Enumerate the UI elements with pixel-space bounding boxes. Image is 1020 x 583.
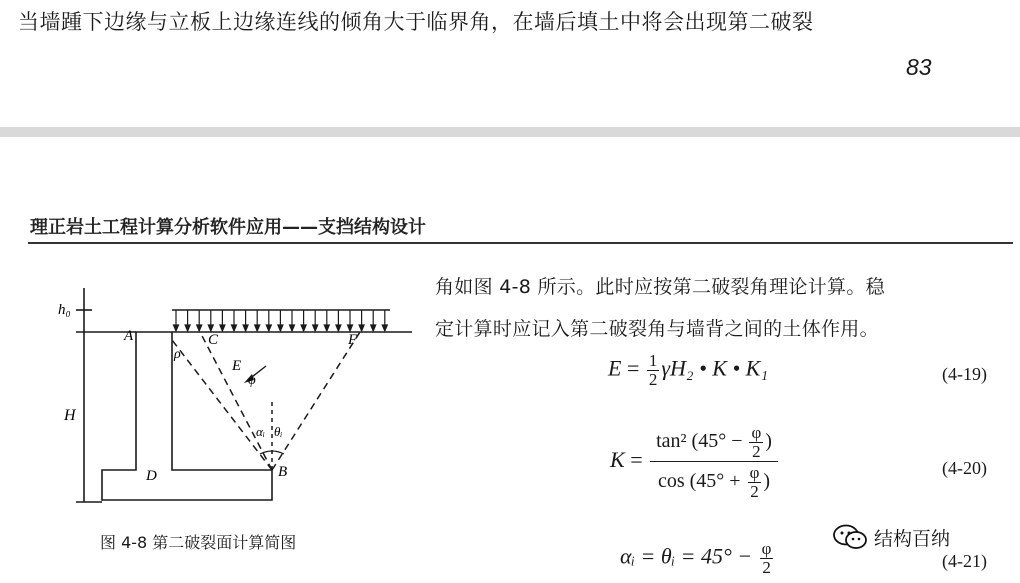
label-phi: φ <box>248 373 256 388</box>
running-head: 理正岩土工程计算分析软件应用——支挡结构设计 <box>30 217 426 238</box>
eq20-fraction <box>650 424 778 500</box>
figure-caption: 图 4-8 第二破裂面计算简图 <box>100 533 297 552</box>
equation-number-4-21: (4-21) <box>942 551 987 571</box>
label-A: A <box>124 328 134 344</box>
figure-4-8 <box>40 270 430 510</box>
load-arrowhead <box>232 325 237 331</box>
load-arrowhead <box>243 325 248 331</box>
equation-number-4-20: (4-20) <box>942 458 987 478</box>
page-number: 83 <box>906 54 932 80</box>
label-D: D <box>146 468 157 484</box>
previous-page-last-line: 当墙踵下边缘与立板上边缘连线的倾角大于临界角，在墙后填土中将会出现第二破裂 <box>18 10 814 34</box>
load-arrowhead <box>278 325 283 331</box>
load-arrowhead <box>220 325 225 331</box>
body-text-line-2: 定计算时应记入第二破裂角与墙背之间的土体作用。 <box>435 318 879 340</box>
eq20-den-text: cos (45° + <box>657 469 746 492</box>
label-E: E <box>232 358 242 374</box>
load-arrowhead <box>382 325 387 331</box>
label-B: B <box>278 464 288 480</box>
load-arrowhead <box>208 325 213 331</box>
eq21-two: 2 <box>762 557 771 577</box>
wall-heel-to-top-line <box>172 340 272 470</box>
eq19-denominator: 2 <box>648 369 658 389</box>
load-arrowhead <box>359 325 364 331</box>
label-F: F <box>348 332 358 348</box>
label-alpha: αᵢ <box>256 424 265 439</box>
page-separator <box>0 127 1020 137</box>
body-text-line-1: 角如图 4-8 所示。此时应按第二破裂角理论计算。稳 <box>435 276 885 298</box>
label-rho: ρ <box>174 347 181 362</box>
watermark-text: 结构百纳 <box>874 527 951 550</box>
label-h0: h₀ <box>58 302 71 318</box>
eq19-lhs: E <box>608 355 622 381</box>
eq20-num-phi-frac <box>749 424 763 461</box>
load-arrowhead <box>348 325 353 331</box>
eq20-den-phi-frac <box>748 464 762 501</box>
load-arrowhead <box>324 325 329 331</box>
eq20-num-close: ) <box>765 429 772 452</box>
load-arrowhead <box>185 325 190 331</box>
load-arrowhead <box>301 325 306 331</box>
load-arrowhead <box>174 325 179 331</box>
eq19-numerator: 1 <box>648 351 658 370</box>
load-arrowhead <box>290 325 295 331</box>
eq20-numerator <box>650 424 778 462</box>
eq21-phi: φ <box>761 539 772 558</box>
header-rule <box>28 242 1013 244</box>
load-arrowhead <box>255 325 260 331</box>
first-failure-plane <box>272 332 360 470</box>
eq20-num-phi: φ <box>751 423 762 442</box>
load-arrowhead <box>266 325 271 331</box>
second-failure-plane <box>200 332 272 470</box>
eq21-phi-frac <box>760 540 774 577</box>
load-arrowhead <box>197 325 202 331</box>
wechat-icon <box>832 523 868 551</box>
load-arrowhead <box>371 325 376 331</box>
equation-4-19: E = $\frac{1}{2}$ γH₂ • K • K₁ <box>608 351 768 389</box>
eq21-lhs: αᵢ = θᵢ = 45° − <box>620 543 758 569</box>
equation-4-21 <box>620 540 775 577</box>
eq20-den-phi: φ <box>749 462 760 482</box>
label-H: H <box>64 407 76 424</box>
eq19-rest: γH₂ • K • K₁ <box>661 355 768 381</box>
eq20-num-text: tan² (45° − <box>656 429 748 452</box>
eq19-fraction <box>647 352 660 389</box>
load-arrow-set <box>174 310 388 331</box>
eq20-denominator <box>650 462 778 501</box>
retaining-wall-outline <box>102 332 272 500</box>
label-C: C <box>208 332 219 348</box>
load-arrowhead <box>336 325 341 331</box>
equation-4-20: K = tan² (45° − $\frac{\varphi}{2}$ ) cos (45° + $\frac{\varphi}{2}$ ) <box>610 424 780 500</box>
label-theta: θᵢ <box>274 424 283 439</box>
eq20-den-two: 2 <box>750 481 759 501</box>
eq20-lhs: K <box>610 447 625 473</box>
eq20-num-two: 2 <box>752 441 761 461</box>
equation-number-4-19: (4-19) <box>942 364 987 384</box>
eq20-den-close: ) <box>763 469 771 492</box>
wechat-watermark <box>832 523 950 551</box>
load-arrowhead <box>313 325 318 331</box>
